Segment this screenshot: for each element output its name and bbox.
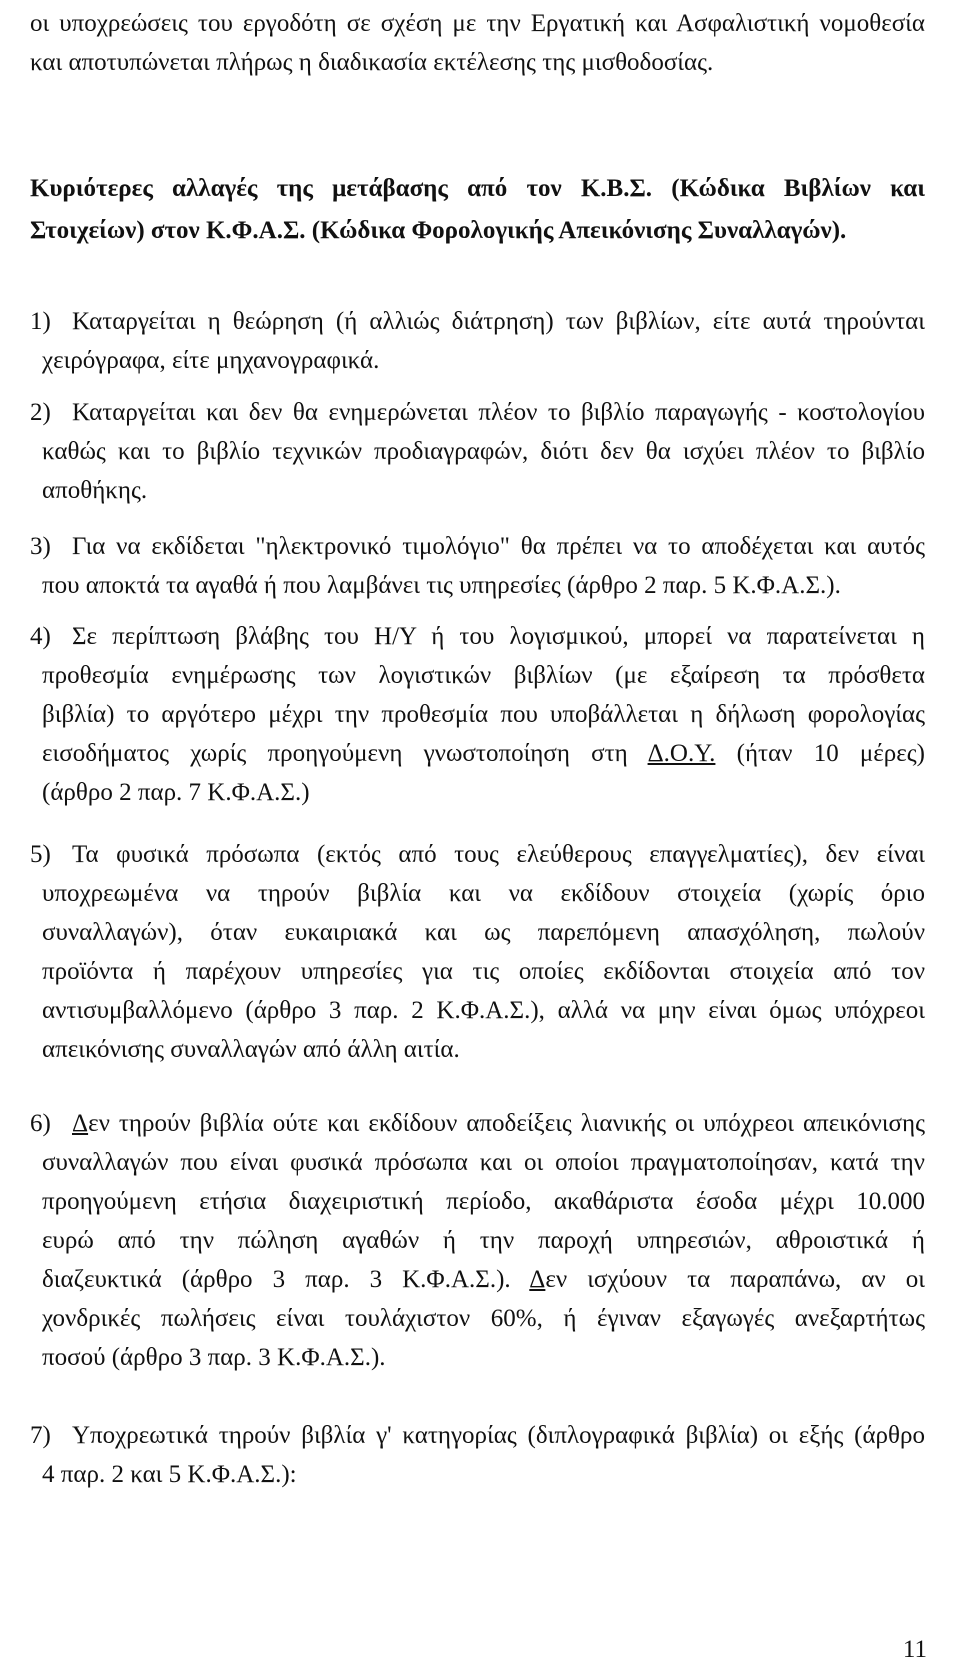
text-line: (άρθρο 2 παρ. 7 Κ.Φ.Α.Σ.) [42,779,310,806]
page-number: 11 [902,1636,927,1663]
text-line: συναλλαγών), όταν ευκαιριακά και ως παρεπόμενη απασχόληση, πωλούν [42,919,925,946]
text-line: Υποχρεωτικά τηρούν βιβλία γ' κατηγορίας (διπλογραφικά βιβλία) οι εξής (άρθρο [72,1422,925,1449]
list-item-number: 6) [30,1110,51,1137]
text-line: Σε περίπτωση βλάβης του Η/Υ ή του λογισμικού, μπορεί να παρατείνεται η [72,623,925,650]
text-line: προηγούμενη ετήσια διαχειριστική περίοδο, ακαθάριστα έσοδα μέχρι 10.000 [42,1188,925,1215]
text-line: Καταργείται και δεν θα ενημερώνεται πλέον το βιβλίο παραγωγής - κοστολογίου [72,399,925,426]
text-line: αποθήκης. [42,477,148,504]
section-heading [30,168,925,252]
list-item-number: 1) [30,308,51,335]
text-line: διαζευκτικά (άρθρο 3 παρ. 3 Κ.Φ.Α.Σ.). Δεν ισχύουν τα παραπάνω, αν οι [42,1266,925,1293]
intro-paragraph [30,4,925,82]
text-line: και αποτυπώνεται πλήρως η διαδικασία εκτέλεσης της μισθοδοσίας. [30,49,714,76]
list-item-number: 2) [30,399,51,426]
heading-line: Στοιχείων) στον Κ.Φ.Α.Σ. (Κώδικα Φορολογικής Απεικόνισης Συναλλαγών). [30,217,847,244]
text-line: χειρόγραφα, είτε μηχανογραφικά. [42,347,380,374]
underlined-text: Δ [529,1266,546,1293]
text-line: ποσού (άρθρο 3 παρ. 3 Κ.Φ.Α.Σ.). [42,1344,386,1371]
underlined-text: Δ [72,1110,89,1137]
text-line: προθεσμία ενημέρωσης των λογιστικών βιβλίων (με εξαίρεση τα πρόσθετα [42,662,925,689]
text-line: Για να εκδίδεται "ηλεκτρονικό τιμολόγιο" θα πρέπει να το αποδέχεται και αυτός [72,533,925,560]
text-line: καθώς και το βιβλίο τεχνικών προδιαγραφών, διότι δεν θα ισχύει πλέον το βιβλίο [42,438,925,465]
text-line: οι υποχρεώσεις του εργοδότη σε σχέση με την Εργατική και Ασφαλιστική νομοθεσία [30,10,925,37]
text-line: 4 παρ. 2 και 5 Κ.Φ.Α.Σ.): [42,1461,297,1488]
list-item-number: 5) [30,841,51,868]
heading-line: Κυριότερες αλλαγές της μετάβασης από τον Κ.Β.Σ. (Κώδικα Βιβλίων και [30,175,925,202]
text-line: συναλλαγών που είναι φυσικά πρόσωπα και οι οποίοι πραγματοποίησαν, κατά την [42,1149,925,1176]
text-line: υποχρεωμένα να τηρούν βιβλία και να εκδίδουν στοιχεία (χωρίς όριο [42,880,925,907]
text-line: προϊόντα ή παρέχουν υπηρεσίες για τις οποίες εκδίδονται στοιχεία από τον [42,958,925,985]
list-item-number: 7) [30,1422,51,1449]
text-line: εισοδήματος χωρίς προηγούμενη γνωστοποίηση στη Δ.Ο.Υ. (ήταν 10 μέρες) [42,740,926,767]
list-item-number: 3) [30,533,51,560]
text-line: Δεν τηρούν βιβλία ούτε και εκδίδουν αποδείξεις λιανικής οι υπόχρεοι απεικόνισης [72,1110,925,1137]
text-line: απεικόνισης συναλλαγών από άλλη αιτία. [42,1036,460,1063]
text-line: ευρώ από την πώληση αγαθών ή την παροχή υπηρεσιών, αθροιστικά ή [42,1227,925,1254]
text-line: που αποκτά τα αγαθά ή που λαμβάνει τις υπηρεσίες (άρθρο 2 παρ. 5 Κ.Φ.Α.Σ.). [42,572,841,599]
list-item-number: 4) [30,623,51,650]
text-line: αντισυμβαλλόμενο (άρθρο 3 παρ. 2 Κ.Φ.Α.Σ.), αλλά να μην είναι όμως υπόχρεοι [42,997,925,1024]
text-line: χονδρικές πωλήσεις είναι τουλάχιστον 60%, ή έγιναν εξαγωγές ανεξαρτήτως [42,1305,925,1332]
underlined-text: Δ.Ο.Υ. [647,740,716,767]
text-line: Τα φυσικά πρόσωπα (εκτός από τους ελεύθερους επαγγελματίες), δεν είναι [72,841,925,868]
text-line: βιβλία) το αργότερο μέχρι την προθεσμία που υποβάλλεται η δήλωση φορολογίας [42,701,925,728]
text-line: Καταργείται η θεώρηση (ή αλλιώς διάτρηση) των βιβλίων, είτε αυτά τηρούνται [72,308,925,335]
